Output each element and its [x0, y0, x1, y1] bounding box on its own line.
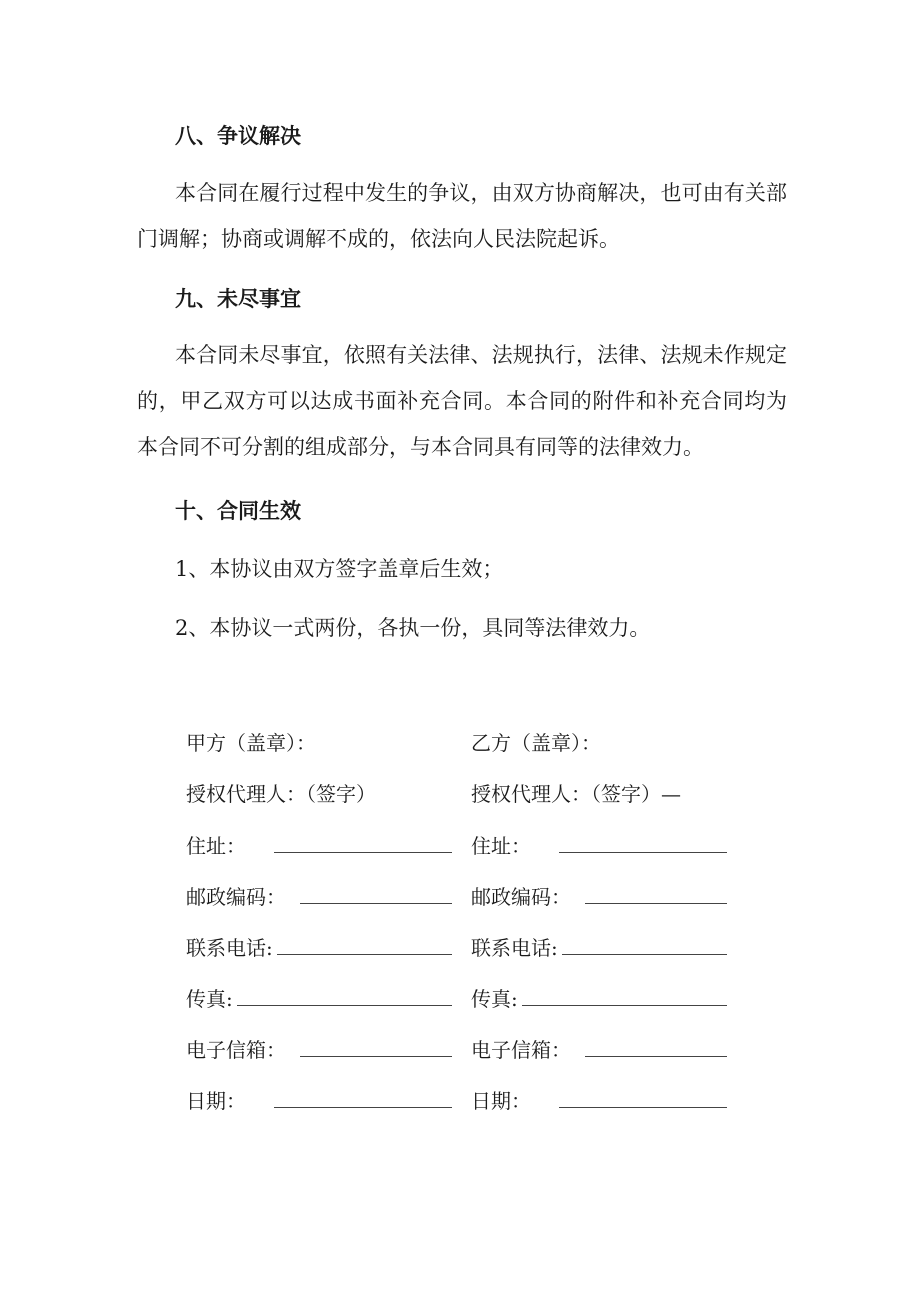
section-8-body: 本合同在履行过程中发生的争议，由双方协商解决，也可由有关部门调解；协商或调解不成的，依法向人民法院起诉。 — [137, 181, 787, 251]
party-b-postcode-label: 邮政编码： — [471, 885, 571, 909]
party-a-seal — [186, 726, 452, 760]
section-9-title: 九、未尽事宜 — [175, 286, 301, 311]
party-b-date-blank[interactable] — [559, 1085, 727, 1108]
party-b-address-label: 住址： — [471, 834, 531, 858]
party-b-postcode-blank[interactable] — [585, 881, 727, 904]
party-b-postcode — [471, 880, 727, 914]
party-b-phone-blank[interactable] — [562, 932, 727, 955]
party-a-fax-label: 传真: — [186, 987, 233, 1011]
party-b-date — [471, 1084, 727, 1118]
party-a-email-label: 电子信箱： — [186, 1038, 286, 1062]
party-b-fax-blank[interactable] — [522, 983, 727, 1006]
party-b-phone — [471, 931, 727, 965]
section-10-item-2: 2、本协议一式两份，各执一份，具同等法律效力。 — [175, 616, 651, 640]
party-b-fax — [471, 982, 727, 1016]
party-a-postcode-blank[interactable] — [300, 881, 452, 904]
signature-row-agent — [0, 777, 920, 811]
party-a-agent — [186, 777, 452, 811]
party-a-agent-label: 授权代理人：（签字） — [186, 782, 376, 806]
signature-row-date — [0, 1084, 920, 1118]
party-b-email-label: 电子信箱： — [471, 1038, 571, 1062]
party-a-date-label: 日期： — [186, 1089, 246, 1113]
party-a-date — [186, 1084, 452, 1118]
signature-row-fax — [0, 982, 920, 1016]
party-a-phone-label: 联系电话: — [186, 936, 273, 960]
party-a-phone — [186, 931, 452, 965]
signature-row-email — [0, 1033, 920, 1067]
party-a-email-blank[interactable] — [300, 1034, 452, 1057]
section-10-item-1: 1、本协议由双方签字盖章后生效； — [175, 557, 504, 581]
party-b-email-blank[interactable] — [585, 1034, 727, 1057]
party-a-fax — [186, 982, 452, 1016]
party-b-seal — [471, 726, 727, 760]
party-b-address-blank[interactable] — [559, 830, 727, 853]
party-a-phone-blank[interactable] — [277, 932, 452, 955]
party-a-address-blank[interactable] — [274, 830, 452, 853]
signature-row-postcode — [0, 880, 920, 914]
section-10-title: 十、合同生效 — [175, 498, 301, 523]
party-a-email — [186, 1033, 452, 1067]
party-b-agent-label: 授权代理人：（签字）— — [471, 782, 681, 806]
party-a-address — [186, 829, 452, 863]
party-b-address — [471, 829, 727, 863]
party-b-fax-label: 传真: — [471, 987, 518, 1011]
party-b-agent — [471, 777, 727, 811]
signature-row-phone — [0, 931, 920, 965]
party-b-email — [471, 1033, 727, 1067]
party-a-date-blank[interactable] — [274, 1085, 452, 1108]
party-a-postcode — [186, 880, 452, 914]
section-8-title: 八、争议解决 — [175, 123, 301, 148]
party-a-fax-blank[interactable] — [237, 983, 452, 1006]
party-b-date-label: 日期： — [471, 1089, 531, 1113]
section-9-body: 本合同未尽事宜，依照有关法律、法规执行，法律、法规未作规定的，甲乙双方可以达成书面补充合同。本合同的附件和补充合同均为本合同不可分割的组成部分，与本合同具有同等的法律效力。 — [137, 343, 787, 459]
party-a-address-label: 住址： — [186, 834, 246, 858]
signature-row-seal — [0, 726, 920, 760]
party-a-postcode-label: 邮政编码： — [186, 885, 286, 909]
party-b-seal-label: 乙方（盖章）： — [471, 731, 601, 755]
signature-row-address — [0, 829, 920, 863]
party-b-phone-label: 联系电话: — [471, 936, 558, 960]
party-a-seal-label: 甲方（盖章）： — [186, 731, 316, 755]
